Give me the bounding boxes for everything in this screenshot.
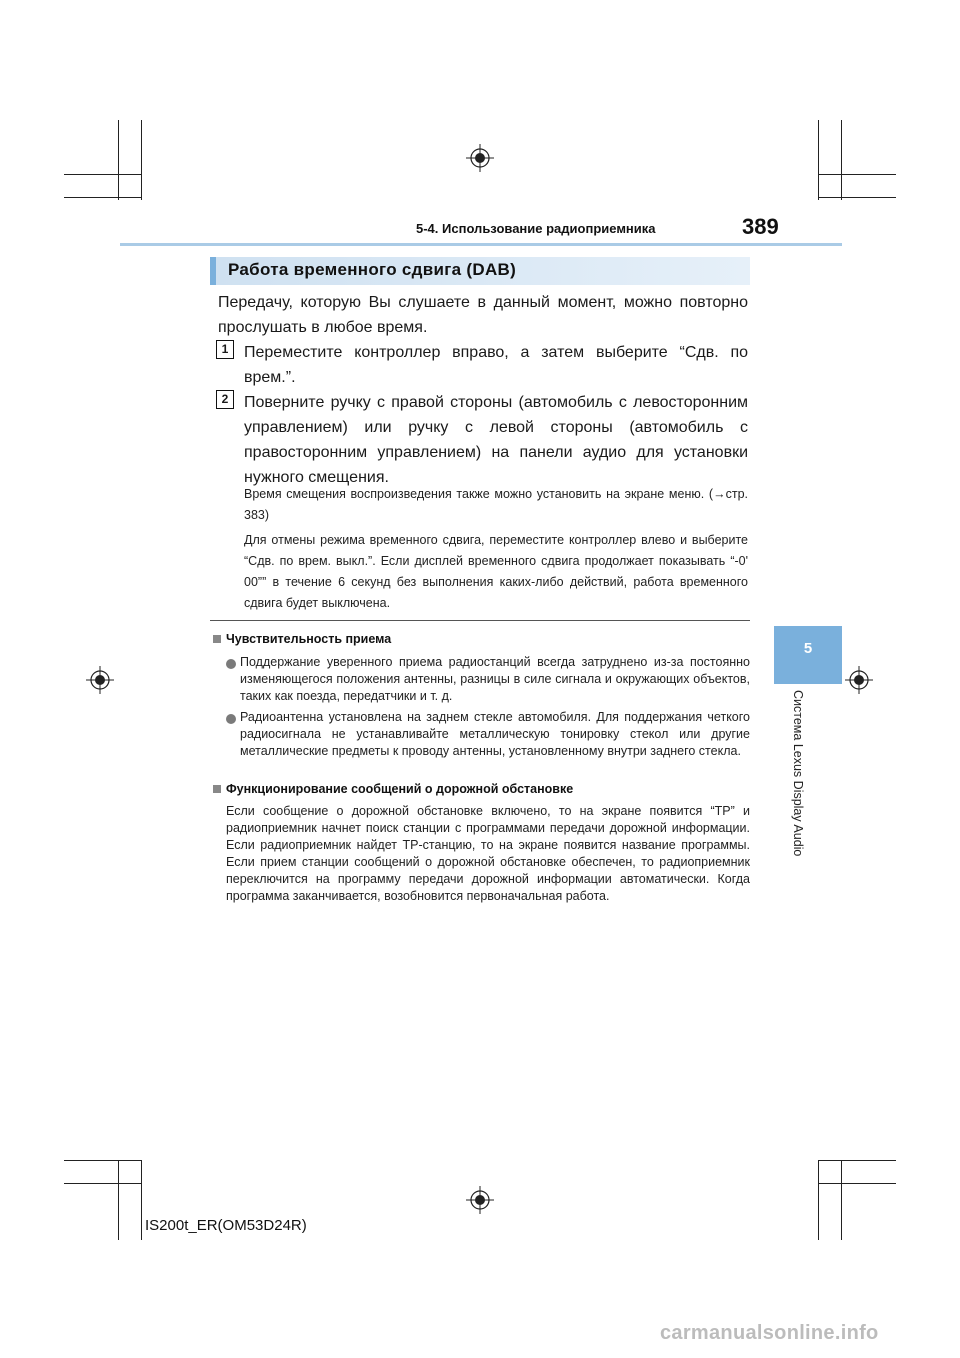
step-number: 1 [216,340,234,359]
chapter-title: Система Lexus Display Audio [791,690,805,857]
bullet-text: Поддержание уверенного приема радиостанций всегда затруднено из-за постоянно изменяющегося положения антенны, разницы в силе сигнала и окружающих объектов, таких как поезда, передатчики и т. д. [240,655,750,703]
registration-mark-icon [86,666,114,694]
circle-bullet-icon [226,714,236,724]
crop-mark [141,120,142,200]
chapter-tab [774,626,842,684]
step-text: Поверните ручку с правой стороны (автомобиль с левосторонним управлением) или ручку с левой стороны (автомобиль с правосторонним управлением) на панели аудио для установки нужного смещения. [244,394,748,486]
square-bullet-icon [213,635,221,643]
header-rule [120,243,842,246]
note-paragraph: Время смещения воспроизведения также можно установить на экране меню. (→стр. 383) [244,487,748,522]
crop-mark [141,1160,142,1240]
circle-bullet-icon [226,659,236,669]
step-text: Переместите контроллер вправо, а затем выберите “Сдв. по врем.”. [244,344,748,386]
chapter-number: 5 [803,640,813,657]
crop-mark [818,120,819,200]
square-bullet-icon [213,785,221,793]
crop-mark [118,1160,119,1240]
crop-mark [818,174,896,175]
info-paragraph: Если сообщение о дорожной обстановке включено, то на экране появится “TP” и радиоприемник начнет поиск станции с программами передачи дорожной информации. Если радиоприемник найдет TP-станцию, то на экране появится название программы. Если прием станции сообщений о дорожной обстановке обеспечен, то радиоприемник переключится на программу передачи дорожной информации автоматически. Когда программа заканчивается, возобновится первоначальная работа. [226,804,750,903]
bullet-text: Радиоантенна установлена на заднем стекле автомобиля. Для поддержания четкого радиосигнала не устанавливайте металлическую тонировку стекол или другие металлические предметы к проводу антенны, установленному внутри заднего стекла. [240,710,750,758]
registration-mark-icon [845,666,873,694]
registration-mark-icon [466,1186,494,1214]
page-number: 389 [742,214,779,239]
crop-mark [118,120,119,200]
section-heading-bar [210,257,750,285]
crop-mark [818,1160,819,1240]
step-number: 2 [216,390,234,409]
info-heading-text: Чувствительность приема [226,632,392,646]
section-divider [210,620,750,621]
note-paragraph: Для отмены режима временного сдвига, переместите контроллер влево и выберите “Сдв. по врем. выкл.”. Если дисплей временного сдвига продолжает показывать “-0' 00”” в течение 6 секунд без выполнения каких-либо действий, работа временного сдвига будет выключена. [244,533,748,610]
section-title: Работа временного сдвига (DAB) [228,260,517,279]
crop-mark [818,1183,896,1184]
header-section-title: 5-4. Использование радиоприемника [416,221,656,236]
crop-mark [841,1160,842,1240]
crop-mark [64,1183,141,1184]
crop-mark [64,174,141,175]
crop-mark [818,1160,896,1161]
registration-mark-icon [466,144,494,172]
info-heading [213,632,391,646]
crop-mark [818,197,896,198]
info-heading [213,782,573,796]
crop-mark [64,1160,141,1161]
info-heading-text: Функционирование сообщений о дорожной обстановке [226,782,574,796]
section-intro: Передачу, которую Вы слушаете в данный момент, можно повторно прослушать в любое время. [218,294,748,336]
watermark: carmanualsonline.info [660,1322,879,1344]
crop-mark [64,197,141,198]
document-id: IS200t_ER(OM53D24R) [145,1217,307,1234]
crop-mark [841,120,842,200]
